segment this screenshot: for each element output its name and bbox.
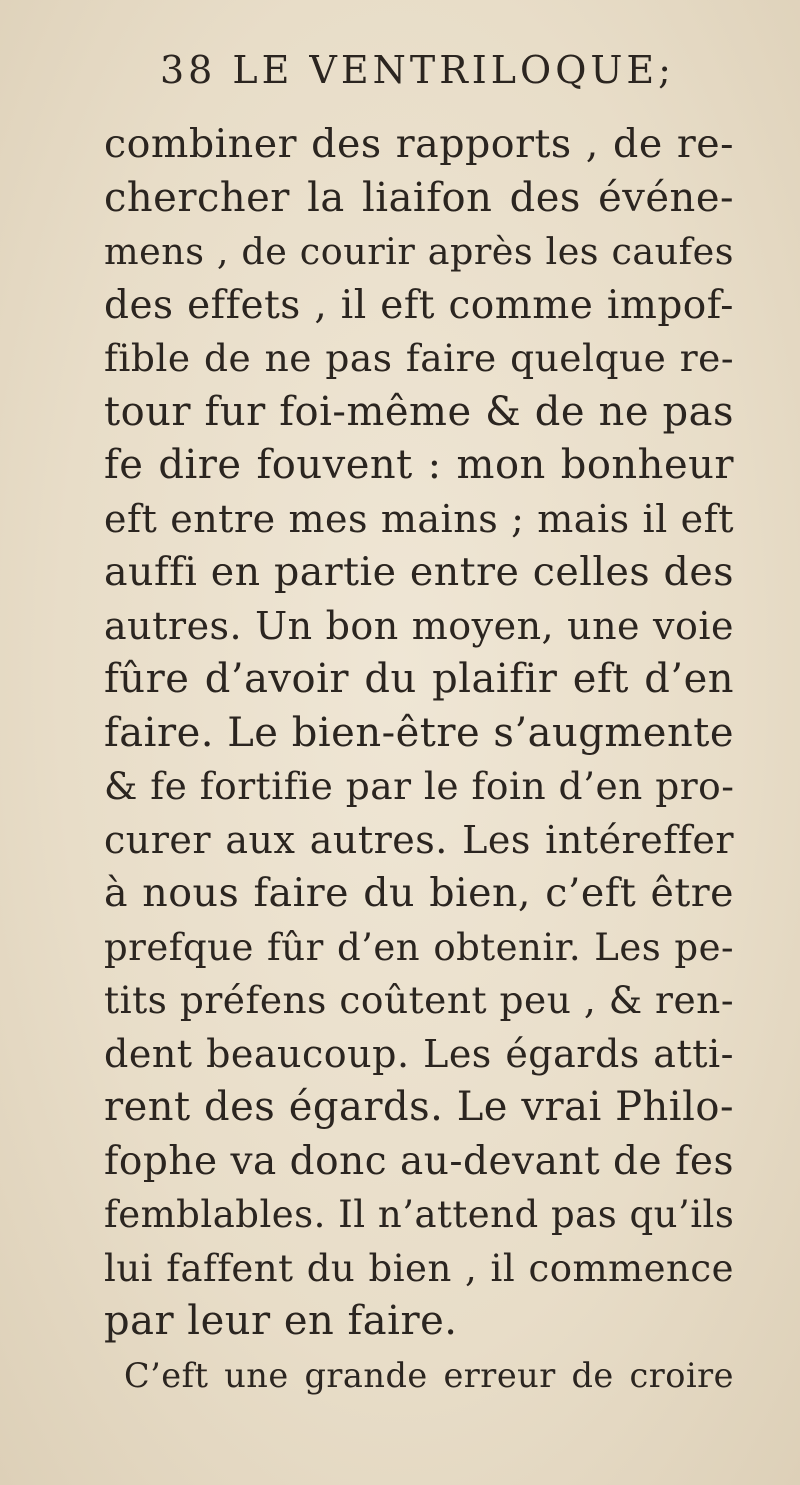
text-line: mens , de courir après les caufes [104, 230, 734, 273]
text-line: fophe va donc au-devant de fes [104, 1138, 734, 1184]
text-line: prefque fûr d’en obtenir. Les pe- [104, 925, 734, 969]
text-line: tour fur foi-même & de ne pas [104, 388, 734, 435]
text-line: curer aux autres. Les intéreffer [104, 817, 734, 862]
text-line: autres. Un bon moyen, une voie [104, 603, 734, 648]
text-line: fûre d’avoir du plaifir eft d’en [104, 656, 734, 702]
paragraph-start-line: C’eft une grande erreur de croire [124, 1355, 734, 1395]
text-line: dent beaucoup. Les égards atti- [104, 1031, 734, 1076]
text-line: à nous faire du bien, c’eft être [104, 870, 734, 916]
paragraph-end-line: par leur en faire. [104, 1298, 458, 1344]
text-line: fe dire fouvent : mon bonheur [104, 442, 734, 488]
text-line: chercher la liaifon des événe- [104, 174, 734, 221]
running-title: LE VENTRILOQUE; [232, 48, 675, 92]
text-line: eft entre mes mains ; mais il eft [104, 496, 734, 541]
text-line: rent des égards. Le vrai Philo- [104, 1084, 734, 1130]
text-line: faire. Le bien-être s’augmente [104, 709, 734, 756]
text-line: lui faffent du bien , il commence [104, 1246, 734, 1290]
text-line: combiner des rapports , de re- [104, 121, 734, 167]
text-line: femblables. Il n’attend pas qu’ils [104, 1193, 735, 1236]
body-text [104, 118, 734, 1402]
text-line: tits préfens coûtent peu , & ren- [104, 978, 734, 1022]
text-line: des effets , il eft comme impof- [104, 282, 734, 328]
text-line: auffi en partie entre celles des [104, 549, 734, 595]
text-line: & fe fortifie par le foin d’en pro- [104, 764, 735, 808]
text-line: fible de ne pas faire quelque re- [104, 336, 734, 380]
page-header [160, 40, 675, 100]
page-number: 38 [160, 48, 217, 92]
